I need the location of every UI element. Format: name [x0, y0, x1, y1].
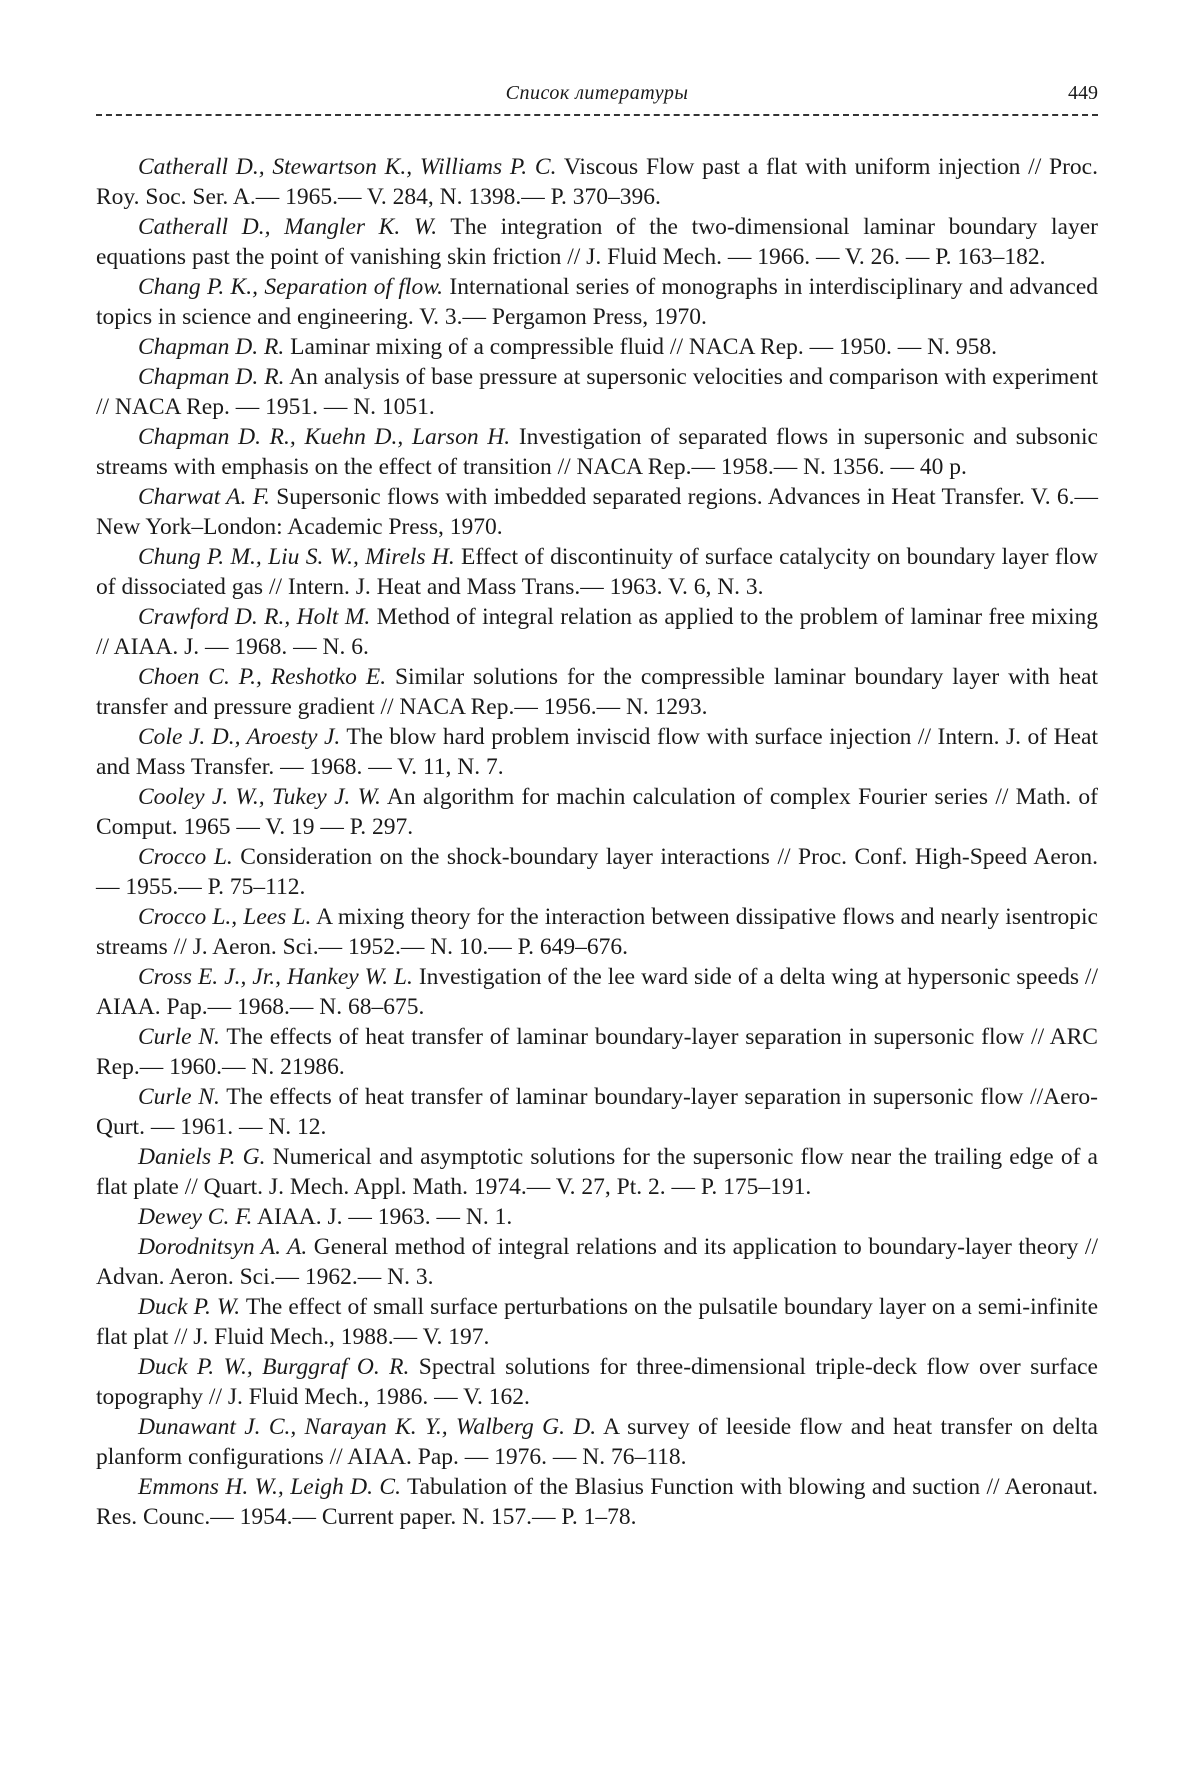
reference-text: Tabulation of the Blasius Function with blowing and suction // Aeronaut. Res. Counc.— 1954.— Current paper. N. 157.— P. 1–78.: [96, 1474, 1098, 1530]
reference-entry: [96, 212, 1098, 272]
reference-authors: Chung P. M., Liu S. W., Mirels H.: [138, 544, 455, 570]
reference-entry: [96, 1082, 1098, 1142]
reference-entry: [96, 962, 1098, 1022]
reference-text: Viscous Flow past a flat with uniform injection // Proc. Roy. Soc. Ser. A.— 1965.— V. 284, N. 1398.— P. 370–396.: [96, 154, 1098, 210]
reference-entry: [96, 1472, 1098, 1532]
reference-text: Method of integral relation as applied to the problem of laminar free mixing // AIAA. J. — 1968. — N. 6.: [96, 604, 1098, 660]
reference-text: The effects of heat transfer of laminar boundary-layer separation in supersonic flow // ARC Rep.— 1960.— N. 21986.: [96, 1024, 1098, 1080]
reference-entry: [96, 842, 1098, 902]
reference-entry: [96, 1142, 1098, 1202]
reference-text: Similar solutions for the compressible laminar boundary layer with heat transfer and pressure gradient // NACA Rep.— 1956.— N. 1293.: [96, 664, 1098, 720]
reference-text: A survey of leeside flow and heat transfer on delta planform configurations // AIAA. Pap. — 1976. — N. 76–118.: [96, 1414, 1098, 1470]
reference-authors: Chapman D. R., Kuehn D., Larson H.: [138, 424, 511, 450]
reference-entry: [96, 362, 1098, 422]
reference-authors: Daniels P. G.: [138, 1144, 266, 1170]
reference-authors: Crocco L.: [138, 844, 233, 870]
reference-entry: [96, 1232, 1098, 1292]
reference-authors: Catherall D., Stewartson K., Williams P. C.: [138, 154, 557, 180]
reference-entry: [96, 422, 1098, 482]
reference-text: The integration of the two-dimensional laminar boundary layer equations past the point of vanishing skin friction // J. Fluid Mech. — 1966. — V. 26. — P. 163–182.: [96, 214, 1098, 270]
running-header: [96, 78, 1098, 116]
reference-entry: [96, 1202, 1098, 1232]
reference-entry: [96, 722, 1098, 782]
reference-text: The blow hard problem inviscid flow with surface injection // Intern. J. of Heat and Mass Transfer. — 1968. — V. 11, N. 7.: [96, 724, 1098, 780]
reference-entry: [96, 152, 1098, 212]
reference-authors: Crawford D. R., Holt M.: [138, 604, 371, 630]
reference-authors: Cooley J. W., Tukey J. W.: [138, 784, 381, 810]
reference-authors: Catherall D., Mangler K. W.: [138, 214, 438, 240]
reference-authors: Curle N.: [138, 1024, 220, 1050]
running-header-title: Список литературы: [505, 82, 689, 104]
reference-authors: Chapman D. R.: [138, 364, 285, 390]
reference-authors: Chang P. K., Separation of flow.: [138, 274, 444, 300]
reference-text: International series of monographs in interdisciplinary and advanced topics in science and engineering. V. 3.— Pergamon Press, 1970.: [96, 274, 1099, 330]
reference-text: An analysis of base pressure at supersonic velocities and comparison with experiment // NACA Rep. — 1951. — N. 1051.: [96, 364, 1098, 420]
reference-authors: Emmons H. W., Leigh D. C.: [138, 1474, 401, 1500]
reference-text: AIAA. J. — 1963. — N. 1.: [252, 1204, 513, 1230]
page-number: 449: [1068, 82, 1098, 104]
reference-text: An algorithm for machin calculation of complex Fourier series // Math. of Comput. 1965 — V. 19 — P. 297.: [96, 784, 1099, 840]
reference-authors: Duck P. W., Burggraf O. R.: [138, 1354, 410, 1380]
reference-authors: Choen C. P., Reshotko E.: [138, 664, 387, 690]
reference-entry: [96, 1352, 1098, 1412]
reference-authors: Charwat A. F.: [138, 484, 270, 510]
reference-text: Laminar mixing of a compressible fluid // NACA Rep. — 1950. — N. 958.: [284, 334, 997, 360]
reference-authors: Dunawant J. C., Narayan K. Y., Walberg G. D.: [138, 1414, 597, 1440]
reference-entry: [96, 1292, 1098, 1352]
reference-text: The effect of small surface perturbations on the pulsatile boundary layer on a semi-infinite flat plat // J. Fluid Mech., 1988.— V. 197.: [96, 1294, 1098, 1350]
reference-entry: [96, 782, 1098, 842]
reference-text: Investigation of the lee ward side of a delta wing at hypersonic speeds // AIAA. Pap.— 1968.— N. 68–675.: [96, 964, 1098, 1020]
reference-text: Supersonic flows with imbedded separated regions. Advances in Heat Transfer. V. 6.— New York–London: Academic Press, 1970.: [96, 484, 1099, 540]
reference-list: [96, 152, 1098, 1532]
reference-text: The effects of heat transfer of laminar boundary-layer separation in supersonic flow //Aero-Qurt. — 1961. — N. 12.: [96, 1084, 1098, 1140]
reference-entry: [96, 902, 1098, 962]
reference-entry: [96, 602, 1098, 662]
reference-text: Investigation of separated flows in supersonic and subsonic streams with emphasis on the effect of transition // NACA Rep.— 1958.— N. 1356. — 40 p.: [96, 424, 1098, 480]
reference-text: Consideration on the shock-boundary layer interactions // Proc. Conf. High-Speed Aeron.— 1955.— P. 75–112.: [96, 844, 1098, 900]
reference-entry: [96, 662, 1098, 722]
reference-entry: [96, 542, 1098, 602]
reference-entry: [96, 1412, 1098, 1472]
reference-entry: [96, 482, 1098, 542]
reference-authors: Chapman D. R.: [138, 334, 285, 360]
reference-authors: Cross E. J., Jr., Hankey W. L.: [138, 964, 413, 990]
reference-authors: Curle N.: [138, 1084, 220, 1110]
reference-authors: Cole J. D., Aroesty J.: [138, 724, 341, 750]
reference-authors: Dewey C. F.: [138, 1204, 253, 1230]
reference-authors: Duck P. W.: [138, 1294, 241, 1320]
reference-entry: [96, 1022, 1098, 1082]
reference-authors: Crocco L., Lees L.: [138, 904, 312, 930]
reference-text: A mixing theory for the interaction between dissipative flows and nearly isentropic streams // J. Aeron. Sci.— 1952.— N. 10.— P. 649–676.: [96, 904, 1098, 960]
reference-entry: [96, 332, 1098, 362]
reference-text: Numerical and asymptotic solutions for the supersonic flow near the trailing edge of a flat plate // Quart. J. Mech. Appl. Math. 1974.— V. 27, Pt. 2. — P. 175–191.: [96, 1144, 1098, 1200]
reference-text: Spectral solutions for three-dimensional triple-deck flow over surface topography // J. Fluid Mech., 1986. — V. 162.: [96, 1354, 1098, 1410]
reference-text: General method of integral relations and its application to boundary-layer theory // Advan. Aeron. Sci.— 1962.— N. 3.: [96, 1234, 1098, 1290]
reference-entry: [96, 272, 1098, 332]
reference-authors: Dorodnitsyn A. A.: [138, 1234, 308, 1260]
reference-text: Effect of discontinuity of surface catalycity on boundary layer flow of dissociated gas // Intern. J. Heat and Mass Trans.— 1963. V. 6, N. 3.: [96, 544, 1098, 600]
page: [96, 78, 1098, 1532]
